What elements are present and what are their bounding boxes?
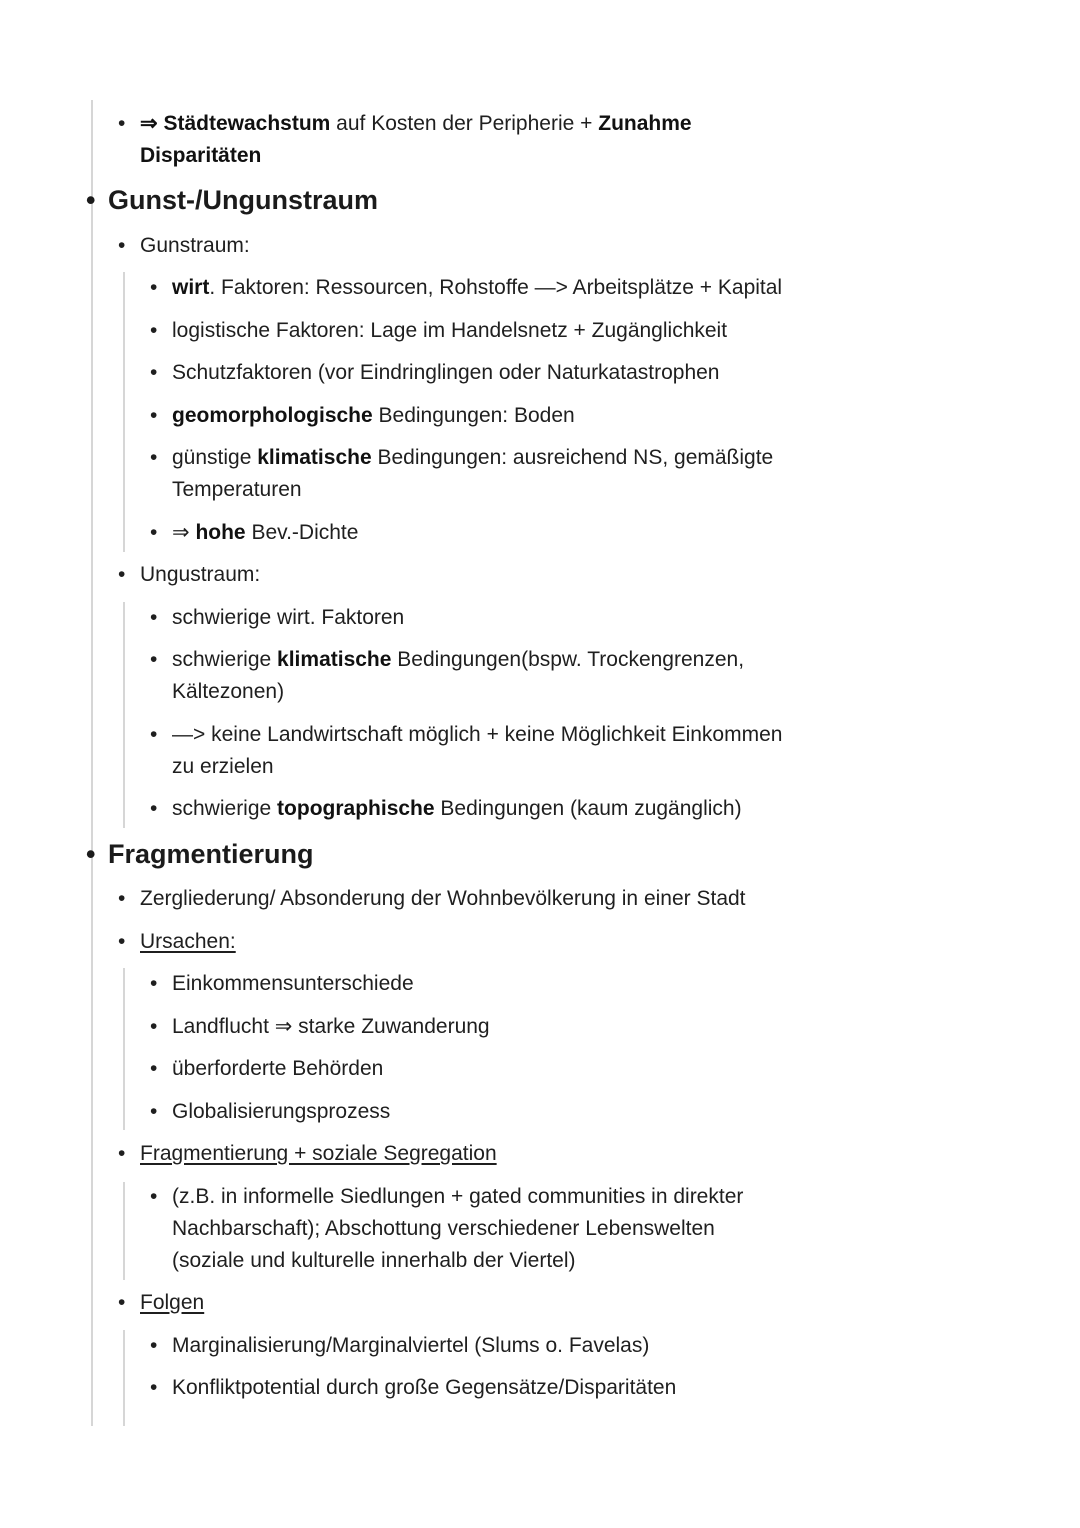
item-text: —> keine Landwirtschaft möglich + keine Möglichkeit Einkommen xyxy=(172,723,783,746)
list-item-globalisierung xyxy=(150,1096,391,1128)
bullet: • xyxy=(118,887,126,910)
bullet: • xyxy=(118,234,126,257)
list-item-ungunstraum xyxy=(118,559,261,591)
outline-guide-segregation xyxy=(123,1182,125,1280)
bullet: • xyxy=(118,1142,126,1165)
list-item-gunstraum xyxy=(118,230,250,262)
item-text: Zergliederung/ Absonderung der Wohnbevölkerung in einer Stadt xyxy=(140,887,746,910)
list-item-continuation xyxy=(140,140,261,172)
heading-fragmentierung xyxy=(86,837,314,871)
item-text: zu erzielen xyxy=(172,755,274,778)
item-text: schwierige wirt. Faktoren xyxy=(172,606,405,629)
bullet: • xyxy=(118,563,126,586)
item-text: Bev.-Dichte xyxy=(245,521,359,544)
bullet: • xyxy=(150,276,158,299)
list-item-konfliktpotential xyxy=(150,1372,677,1404)
outline-guide-ungunstraum xyxy=(123,602,125,828)
bullet: • xyxy=(150,1376,158,1399)
outline-guide-ursachen xyxy=(123,968,125,1130)
list-item-bev-dichte xyxy=(150,517,359,549)
item-text: Bedingungen: ausreichend NS, gemäßigte xyxy=(371,446,774,469)
bullet: • xyxy=(150,1185,158,1208)
bold-term: Zunahme xyxy=(598,112,692,135)
item-text: schwierige xyxy=(172,648,278,671)
item-text: günstige xyxy=(172,446,258,469)
list-item-continuation xyxy=(172,474,302,506)
outline-guide-gunstraum xyxy=(123,272,125,552)
bullet: • xyxy=(118,112,126,135)
item-text: logistische Faktoren: Lage im Handelsnetz + Zugänglichkeit xyxy=(172,319,728,342)
outline-guide-folgen xyxy=(123,1330,125,1426)
item-text: auf Kosten der Peripherie + xyxy=(330,112,599,135)
bullet: • xyxy=(150,521,158,544)
bullet: • xyxy=(150,797,158,820)
list-item-behoerden xyxy=(150,1053,384,1085)
item-text: . Faktoren: Ressourcen, Rohstoffe —> Arbeitsplätze + Kapital xyxy=(209,276,783,299)
bullet: • xyxy=(118,1291,126,1314)
bullet: • xyxy=(150,972,158,995)
item-text: Globalisierungsprozess xyxy=(172,1100,391,1123)
bullet: • xyxy=(86,185,96,215)
item-text: Bedingungen(bspw. Trockengrenzen, xyxy=(391,648,745,671)
bullet: • xyxy=(150,319,158,342)
item-text: (soziale und kulturelle innerhalb der Viertel) xyxy=(172,1249,576,1272)
bullet: • xyxy=(150,361,158,384)
underlined-label: Ursachen: xyxy=(140,930,236,953)
list-item-klimatisch xyxy=(150,442,774,474)
bullet: • xyxy=(150,1100,158,1123)
list-item-segregation xyxy=(118,1138,497,1170)
list-item-einkommen xyxy=(150,968,414,1000)
list-item-continuation xyxy=(172,751,274,783)
item-text: Temperaturen xyxy=(172,478,302,501)
bold-term: klimatische xyxy=(257,446,372,469)
arrow-glyph: ⇒ xyxy=(140,112,158,135)
bold-term: wirt xyxy=(172,276,210,299)
item-text: Schutzfaktoren (vor Eindringlingen oder Naturkatastrophen xyxy=(172,361,720,384)
list-item-landflucht xyxy=(150,1011,490,1043)
bold-term: hohe xyxy=(195,521,246,544)
bullet: • xyxy=(86,839,96,869)
underlined-label: Fragmentierung + soziale Segregation xyxy=(140,1142,497,1165)
list-item-continuation xyxy=(172,676,284,708)
bold-term: Disparitäten xyxy=(140,144,262,167)
bullet: • xyxy=(150,404,158,427)
item-label: Ungustraum: xyxy=(140,563,261,586)
bold-term: topographische xyxy=(277,797,435,820)
item-text: Nachbarschaft); Abschottung verschiedener Lebenswelten xyxy=(172,1217,715,1240)
item-text: ⇒ xyxy=(172,521,196,544)
heading-text: Fragmentierung xyxy=(108,839,314,869)
list-item-continuation xyxy=(172,1213,715,1245)
item-text: Einkommensunterschiede xyxy=(172,972,414,995)
bullet: • xyxy=(150,606,158,629)
list-item-schwierige-klima xyxy=(150,644,745,676)
item-text: schwierige xyxy=(172,797,278,820)
item-text: Landflucht ⇒ starke Zuwanderung xyxy=(172,1015,490,1038)
bullet: • xyxy=(150,723,158,746)
list-item-landwirtschaft xyxy=(150,719,783,751)
item-text: überforderte Behörden xyxy=(172,1057,384,1080)
list-item-staedtewachstum xyxy=(118,108,692,140)
list-item-definition xyxy=(118,883,746,915)
item-text: Kältezonen) xyxy=(172,680,285,703)
item-text: (z.B. in informelle Siedlungen + gated communities in direkter xyxy=(172,1185,744,1208)
heading-text: Gunst-/Ungunstraum xyxy=(108,185,378,215)
list-item-wirt-faktoren xyxy=(150,272,783,304)
list-item-ursachen xyxy=(118,926,236,958)
item-text: Marginalisierung/Marginalviertel (Slums o. Favelas) xyxy=(172,1334,650,1357)
underlined-label: Folgen xyxy=(140,1291,205,1314)
bullet: • xyxy=(150,1334,158,1357)
list-item-segregation-detail xyxy=(150,1181,744,1213)
bold-term: klimatische xyxy=(277,648,392,671)
list-item-logistische-faktoren xyxy=(150,315,728,347)
list-item-folgen xyxy=(118,1287,205,1319)
bullet: • xyxy=(150,1015,158,1038)
bullet: • xyxy=(150,446,158,469)
bullet: • xyxy=(118,930,126,953)
list-item-marginalisierung xyxy=(150,1330,650,1362)
bullet: • xyxy=(150,648,158,671)
item-text: Bedingungen: Boden xyxy=(372,404,575,427)
bold-term: Städtewachstum xyxy=(163,112,331,135)
item-text: Bedingungen (kaum zugänglich) xyxy=(434,797,742,820)
heading-gunst-ungunstraum xyxy=(86,183,378,217)
item-label: Gunstraum: xyxy=(140,234,250,257)
outline-guide-level1 xyxy=(91,100,93,1426)
list-item-continuation xyxy=(172,1245,576,1277)
list-item-schutzfaktoren xyxy=(150,357,720,389)
bullet: • xyxy=(150,1057,158,1080)
bold-term: geomorphologische xyxy=(172,404,373,427)
list-item-schwierige-wirt xyxy=(150,602,405,634)
item-text: Konfliktpotential durch große Gegensätze/Disparitäten xyxy=(172,1376,677,1399)
list-item-geomorphologisch xyxy=(150,400,575,432)
list-item-topographisch xyxy=(150,793,742,825)
